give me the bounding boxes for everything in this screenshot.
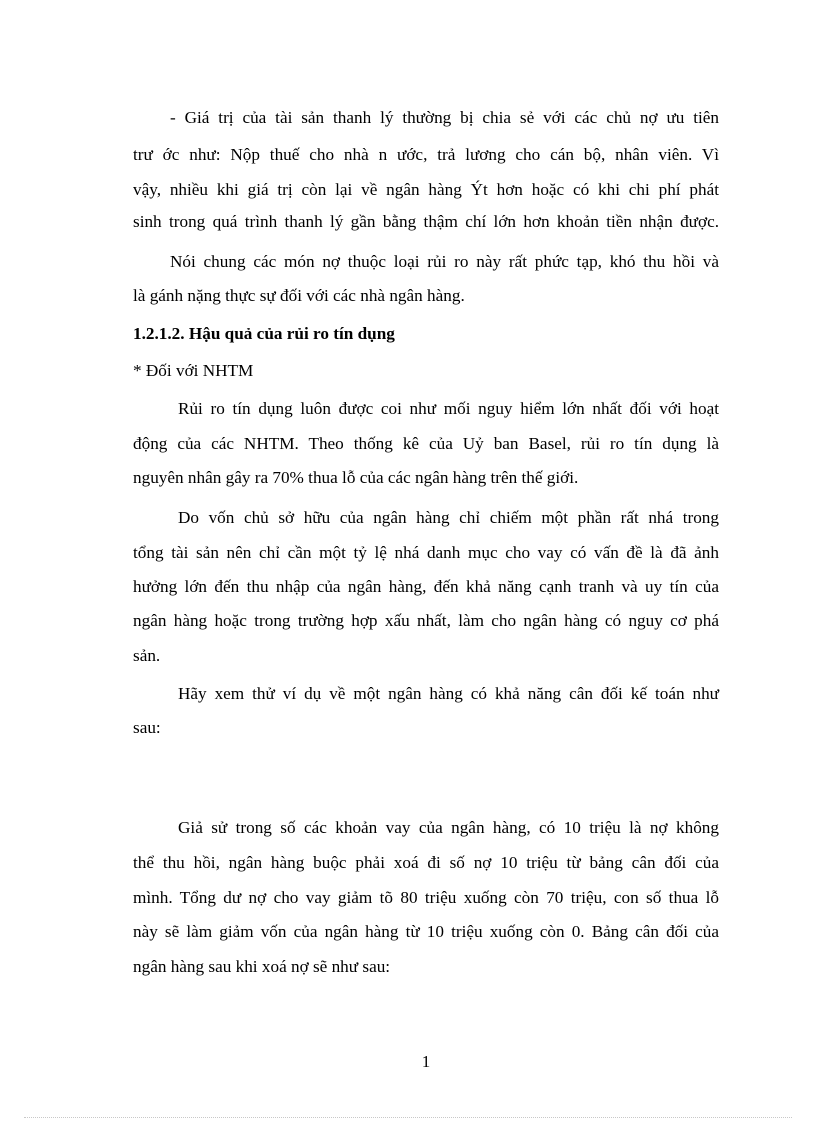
paragraph-line: sản.	[133, 646, 161, 665]
page-number: 1	[421, 1052, 431, 1071]
paragraph-line: vậy, nhiều khi giá trị còn lại về ngân hàng Ýt hơn hoặc có khi chi phí phát	[133, 180, 719, 199]
paragraph-line: sau:	[133, 718, 161, 737]
section-heading: 1.2.1.2. Hậu quả của rủi ro tín dụng	[133, 324, 395, 343]
paragraph-line: Giả sử trong số các khoản vay của ngân hàng, có 10 triệu là nợ không	[178, 818, 719, 837]
paragraph-line: Do vốn chủ sở hữu của ngân hàng chỉ chiếm một phần rất nhá trong	[178, 508, 719, 527]
paragraph-line: thể thu hồi, ngân hàng buộc phải xoá đi số nợ 10 triệu từ bảng cân đối của	[133, 853, 719, 872]
paragraph-line: là gánh nặng thực sự đối với các nhà ngân hàng.	[133, 286, 465, 305]
paragraph-line: tổng tài sản nên chỉ cần một tỷ lệ nhá danh mục cho vay có vấn đề là đã ảnh	[133, 543, 719, 562]
paragraph-line: Nói chung các món nợ thuộc loại rủi ro này rất phức tạp, khó thu hồi và	[170, 252, 719, 271]
paragraph-line: ngân hàng hoặc trong trường hợp xấu nhất, làm cho ngân hàng có nguy cơ phá	[133, 611, 719, 630]
paragraph-line: nguyên nhân gây ra 70% thua lỗ của các ngân hàng trên thế giới.	[133, 468, 579, 487]
paragraph-line: hưởng lớn đến thu nhập của ngân hàng, đến khả năng cạnh tranh và uy tín của	[133, 577, 719, 596]
subheading: * Đối với NHTM	[133, 361, 254, 380]
paragraph-line: trư ớc như: Nộp thuế cho nhà n ước, trả lương cho cán bộ, nhân viên. Vì	[133, 145, 719, 164]
paragraph-line: Hãy xem thử ví dụ về một ngân hàng có khả năng cân đối kế toán như	[178, 684, 719, 703]
paragraph-line: - Giá trị của tài sản thanh lý thường bị chia sẻ với các chủ nợ ưu tiên	[170, 108, 719, 127]
paragraph-line: Rủi ro tín dụng luôn được coi như mối nguy hiểm lớn nhất đối với hoạt	[178, 399, 719, 418]
paragraph-line: sinh trong quá trình thanh lý gần bằng thậm chí lớn hơn khoản tiền nhận được.	[133, 212, 719, 231]
paragraph-line: ngân hàng sau khi xoá nợ sẽ như sau:	[133, 957, 391, 976]
page-bottom-rule	[24, 1117, 792, 1118]
paragraph-line: mình. Tổng dư nợ cho vay giảm tõ 80 triệu xuống còn 70 triệu, con số thua lỗ	[133, 888, 719, 907]
paragraph-line: này sẽ làm giảm vốn của ngân hàng từ 10 triệu xuống còn 0. Bảng cân đối của	[133, 922, 719, 941]
paragraph-line: động của các NHTM. Theo thống kê của Uỷ ban Basel, rủi ro tín dụng là	[133, 434, 719, 453]
